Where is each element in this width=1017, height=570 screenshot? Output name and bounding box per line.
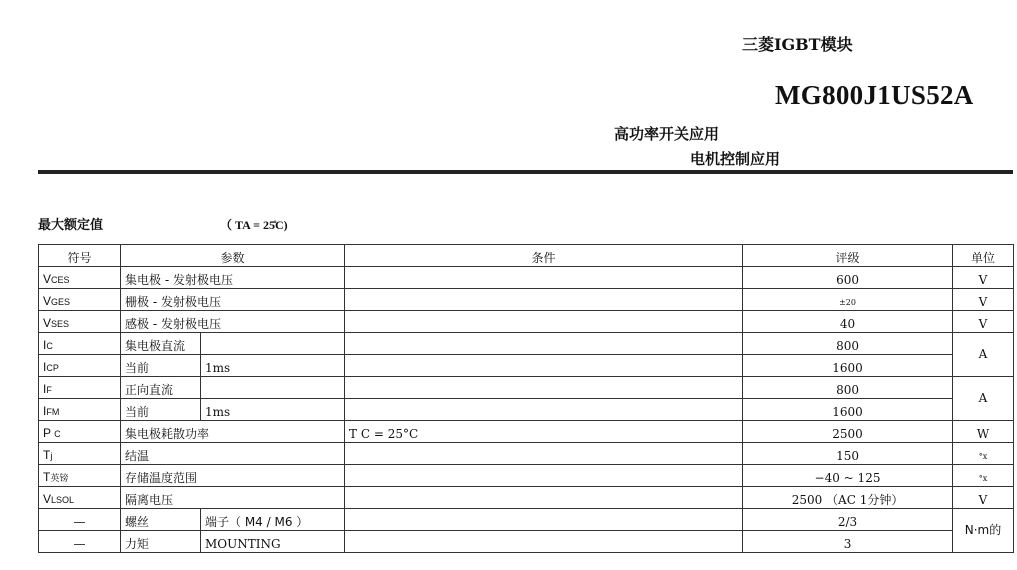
parameter-cell: 存储温度范围: [121, 465, 345, 487]
condition-cell: [345, 509, 743, 531]
unit-cell: N·m的: [953, 509, 1014, 553]
brand-title: 三菱IGBT模块: [742, 35, 853, 54]
rating-cell: 600: [743, 267, 953, 289]
condition-cell: [345, 487, 743, 509]
rating-cell: 2500: [743, 421, 953, 443]
symbol-cell: VGES: [39, 289, 121, 311]
rating-cell: 2500 （AC 1分钟）: [743, 487, 953, 509]
table-row: [39, 465, 1014, 487]
unit-cell: V: [953, 267, 1014, 289]
header-symbol: 符号: [39, 245, 121, 267]
parameter-cell: 集电极 - 发射极电压: [121, 267, 345, 289]
table-row: [39, 333, 1014, 355]
rating-cell: 800: [743, 377, 953, 399]
symbol-cell: —: [39, 509, 121, 531]
symbol-cell: P C: [39, 421, 121, 443]
parameter-cell: 螺丝: [121, 509, 201, 531]
header-condition: 条件: [345, 245, 743, 267]
table-row: [39, 421, 1014, 443]
unit-cell: A: [953, 377, 1014, 421]
rating-cell: ±20: [743, 289, 953, 311]
rating-cell: 800: [743, 333, 953, 355]
header-unit: 单位: [953, 245, 1014, 267]
table-header-row: [39, 245, 1014, 267]
section-title: 最大额定值: [38, 218, 104, 233]
max-ratings-table: [38, 244, 1014, 553]
rating-cell: 1600: [743, 355, 953, 377]
condition-cell: [345, 267, 743, 289]
table-row: [39, 443, 1014, 465]
symbol-cell: Tj: [39, 443, 121, 465]
table-row: [39, 487, 1014, 509]
unit-cell: A: [953, 333, 1014, 377]
parameter-sub-cell: [201, 333, 345, 355]
condition-cell: [345, 399, 743, 421]
application-line-1: 高功率开关应用: [614, 125, 720, 143]
parameter-sub-cell: 1ms: [201, 399, 345, 421]
parameter-sub-cell: [201, 377, 345, 399]
table-row: [39, 289, 1014, 311]
rating-cell: 40: [743, 311, 953, 333]
parameter-cell: 栅极 - 发射极电压: [121, 289, 345, 311]
parameter-cell: 结温: [121, 443, 345, 465]
symbol-cell: ICP: [39, 355, 121, 377]
rating-cell: 150: [743, 443, 953, 465]
rating-cell: 3: [743, 531, 953, 553]
parameter-sub-cell: 端子（ M4 / M6 ）: [201, 509, 345, 531]
section-condition: （ TA = 25̊C): [220, 218, 288, 232]
unit-cell: V: [953, 311, 1014, 333]
condition-cell: [345, 311, 743, 333]
parameter-sub-cell: 1ms: [201, 355, 345, 377]
symbol-cell: IFM: [39, 399, 121, 421]
parameter-cell: 集电极直流: [121, 333, 201, 355]
parameter-sub-cell: MOUNTING: [201, 531, 345, 553]
parameter-cell: 当前: [121, 399, 201, 421]
condition-cell: T C = 25°C: [345, 421, 743, 443]
condition-cell: [345, 377, 743, 399]
unit-cell: W: [953, 421, 1014, 443]
header-divider: [38, 170, 1013, 174]
symbol-cell: IC: [39, 333, 121, 355]
symbol-cell: VSES: [39, 311, 121, 333]
condition-cell: [345, 465, 743, 487]
condition-cell: [345, 531, 743, 553]
parameter-cell: 集电极耗散功率: [121, 421, 345, 443]
parameter-cell: 正向直流: [121, 377, 201, 399]
unit-cell: V: [953, 487, 1014, 509]
condition-cell: [345, 333, 743, 355]
condition-cell: [345, 355, 743, 377]
table-row: [39, 531, 1014, 553]
unit-cell: °x: [953, 465, 1014, 487]
header-parameter: 参数: [121, 245, 345, 267]
unit-cell: V: [953, 289, 1014, 311]
application-line-2: 电机控制应用: [690, 150, 781, 168]
parameter-cell: 当前: [121, 355, 201, 377]
parameter-cell: 隔离电压: [121, 487, 345, 509]
parameter-cell: 力矩: [121, 531, 201, 553]
parameter-cell: 感极 - 发射极电压: [121, 311, 345, 333]
symbol-cell: —: [39, 531, 121, 553]
table-row: [39, 355, 1014, 377]
rating-cell: −40 ~ 125: [743, 465, 953, 487]
condition-cell: [345, 289, 743, 311]
unit-cell: °x: [953, 443, 1014, 465]
model-number: MG800J1US52A: [775, 80, 974, 110]
symbol-cell: VCES: [39, 267, 121, 289]
rating-cell: 2/3: [743, 509, 953, 531]
rating-cell: 1600: [743, 399, 953, 421]
table-row: [39, 311, 1014, 333]
table-row: [39, 267, 1014, 289]
symbol-cell: VLSOL: [39, 487, 121, 509]
condition-cell: [345, 443, 743, 465]
symbol-cell: T英镑: [39, 465, 121, 487]
header-rating: 评级: [743, 245, 953, 267]
symbol-cell: IF: [39, 377, 121, 399]
table-row: [39, 377, 1014, 399]
table-row: [39, 399, 1014, 421]
table-row: [39, 509, 1014, 531]
